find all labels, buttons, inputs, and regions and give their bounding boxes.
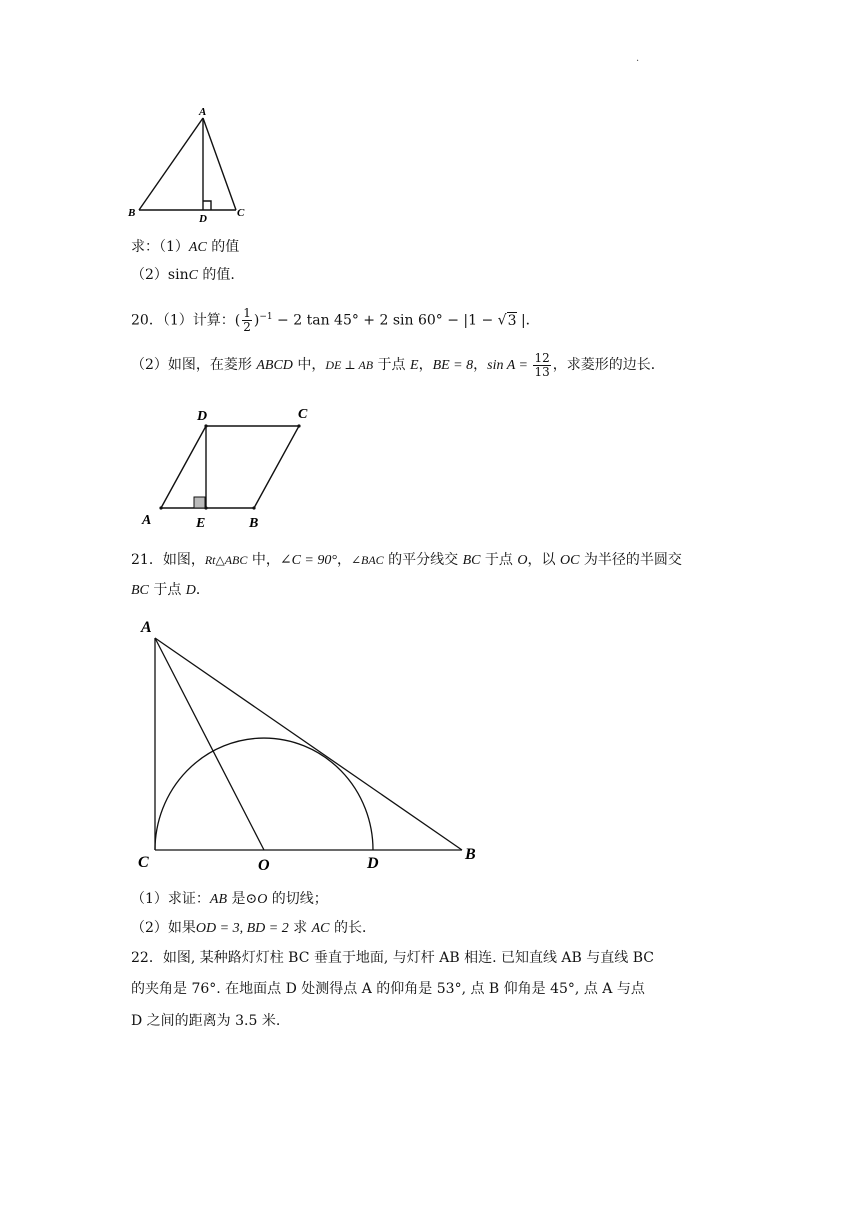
q21-statement-line1: 21．如图，Rt△ABC 中，∠C = 90°，∠BAC 的平分线交 BC 于点 O，以 OC 为半径的半圆交 — [131, 552, 682, 568]
q20-rhombus-figure — [138, 402, 323, 530]
q22-line1: 22．如图, 某种路灯灯柱 BC 垂直于地面, 与灯杆 AB 相连. 已知直线 AB 与直线 BC — [131, 950, 654, 966]
q20-label-a: A — [142, 513, 152, 528]
q22-line2: 的夹角是 76°. 在地面点 D 处测得点 A 的仰角是 53°, 点 B 仰角是 45°, 点 A 与点 — [131, 981, 645, 997]
q19-label-b: B — [128, 207, 136, 219]
q19-ask1: 求：（1）AC 的值 — [131, 239, 240, 255]
q20-part1: 20．（1）计算：( $\frac{1}{2}$ )$^{-1}$ − 2 tan 45° + 2 sin 60° − |1 − √3 |． — [131, 306, 540, 335]
q21-label-d: D — [367, 855, 379, 872]
q19-label-a: A — [199, 106, 207, 118]
q20-fraction: $\frac{1}{2}$ — [243, 306, 251, 335]
q20-label-b: B — [249, 516, 259, 530]
q21-label-a: A — [141, 619, 152, 636]
q20-label-e: E — [196, 516, 206, 530]
q19-triangle-figure — [125, 100, 255, 225]
q22-line3: D 之间的距离为 3.5 米. — [131, 1013, 281, 1029]
q20-sin-fraction: $\frac{12}{13}$ — [534, 350, 550, 379]
q21-statement-line2: BC 于点 D． — [131, 582, 210, 598]
q19-label-d: D — [199, 213, 207, 225]
q21-part2: （2）如果OD = 3, BD = 2 求 AC 的长． — [131, 920, 376, 936]
q21-triangle-semicircle-figure — [130, 612, 490, 874]
q21-label-b: B — [465, 846, 476, 863]
q19-label-c: C — [237, 207, 245, 219]
q20-label-c: C — [298, 407, 308, 422]
q20-part2: （2）如图，在菱形 ABCD 中，DE ⊥ AB 于点 E，BE = 8，sin A = $\frac{12}{13}$ ，求菱形的边长． — [131, 350, 665, 379]
q21-label-o: O — [258, 857, 270, 874]
q21-label-c: C — [138, 854, 149, 871]
q21-part1: （1）求证：AB 是⊙O 的切线； — [131, 891, 328, 907]
q20-label-d: D — [197, 409, 208, 424]
header-mark: · — [636, 56, 640, 67]
q19-ask2: （2）sinC 的值. — [131, 267, 235, 283]
